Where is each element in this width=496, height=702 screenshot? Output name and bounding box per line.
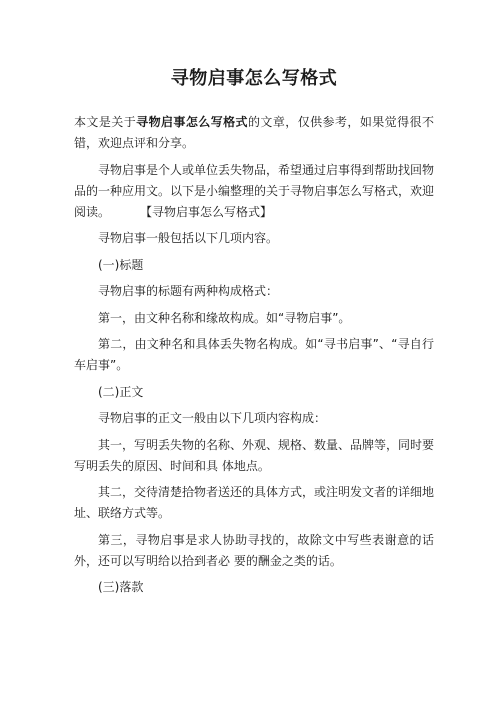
- title-format-first: 第一，由文种名称和缘故构成。如“寻物启事”。: [98, 310, 351, 325]
- definition-paragraph: [74, 160, 434, 223]
- intro-prefix: 本文是关于: [74, 115, 137, 129]
- body-item-first: 其一，写明丢失物的名称、外观、规格、数量、品牌等，同时要写明丢失的原因、时间和具 体地点。: [74, 437, 435, 473]
- section-heading-signature: (三)落款: [98, 580, 144, 594]
- title-format-second: 第二，由文种名和具体丢失物名构成。如“寻书启事”、“寻自行车启事”。: [74, 337, 434, 372]
- title-formats-paragraph: 寻物启事的标题有两种构成格式：: [98, 284, 279, 298]
- body-item-second: 其二，交待清楚拾物者送还的具体方式，或注明发文者的详细地址、联络方式等。: [74, 485, 435, 520]
- article-title-link[interactable]: 【寻物启事怎么写格式】: [140, 204, 273, 219]
- overview-paragraph: 寻物启事一般包括以下几项内容。: [98, 231, 279, 245]
- document-title: 寻物启事怎么写格式: [170, 68, 338, 89]
- section-heading-body: (二)正文: [98, 384, 144, 399]
- body-contents-paragraph: 寻物启事的正文一般由以下几项内容构成：: [98, 411, 327, 425]
- intro-keyword: 寻物启事怎么写格式: [136, 115, 248, 129]
- intro-paragraph: [74, 112, 434, 154]
- definition-text: 寻物启事是个人或单位丢失物品，希望通过启事得到帮助找回物品的一种应用文。以下是小编整理的关于寻物启事怎么写格式，欢迎阅读。: [74, 162, 435, 219]
- body-item-third: 第三，寻物启事是求人协助寻找的，故除文中写些表谢意的话外，还可以写明给以拾到者必 要的酬金之类的话。: [74, 532, 434, 568]
- intro-suffix: 的文章，仅供参考，如果觉得很不错，欢迎点评和分享。: [74, 115, 434, 150]
- section-heading-title: (一)标题: [98, 257, 144, 272]
